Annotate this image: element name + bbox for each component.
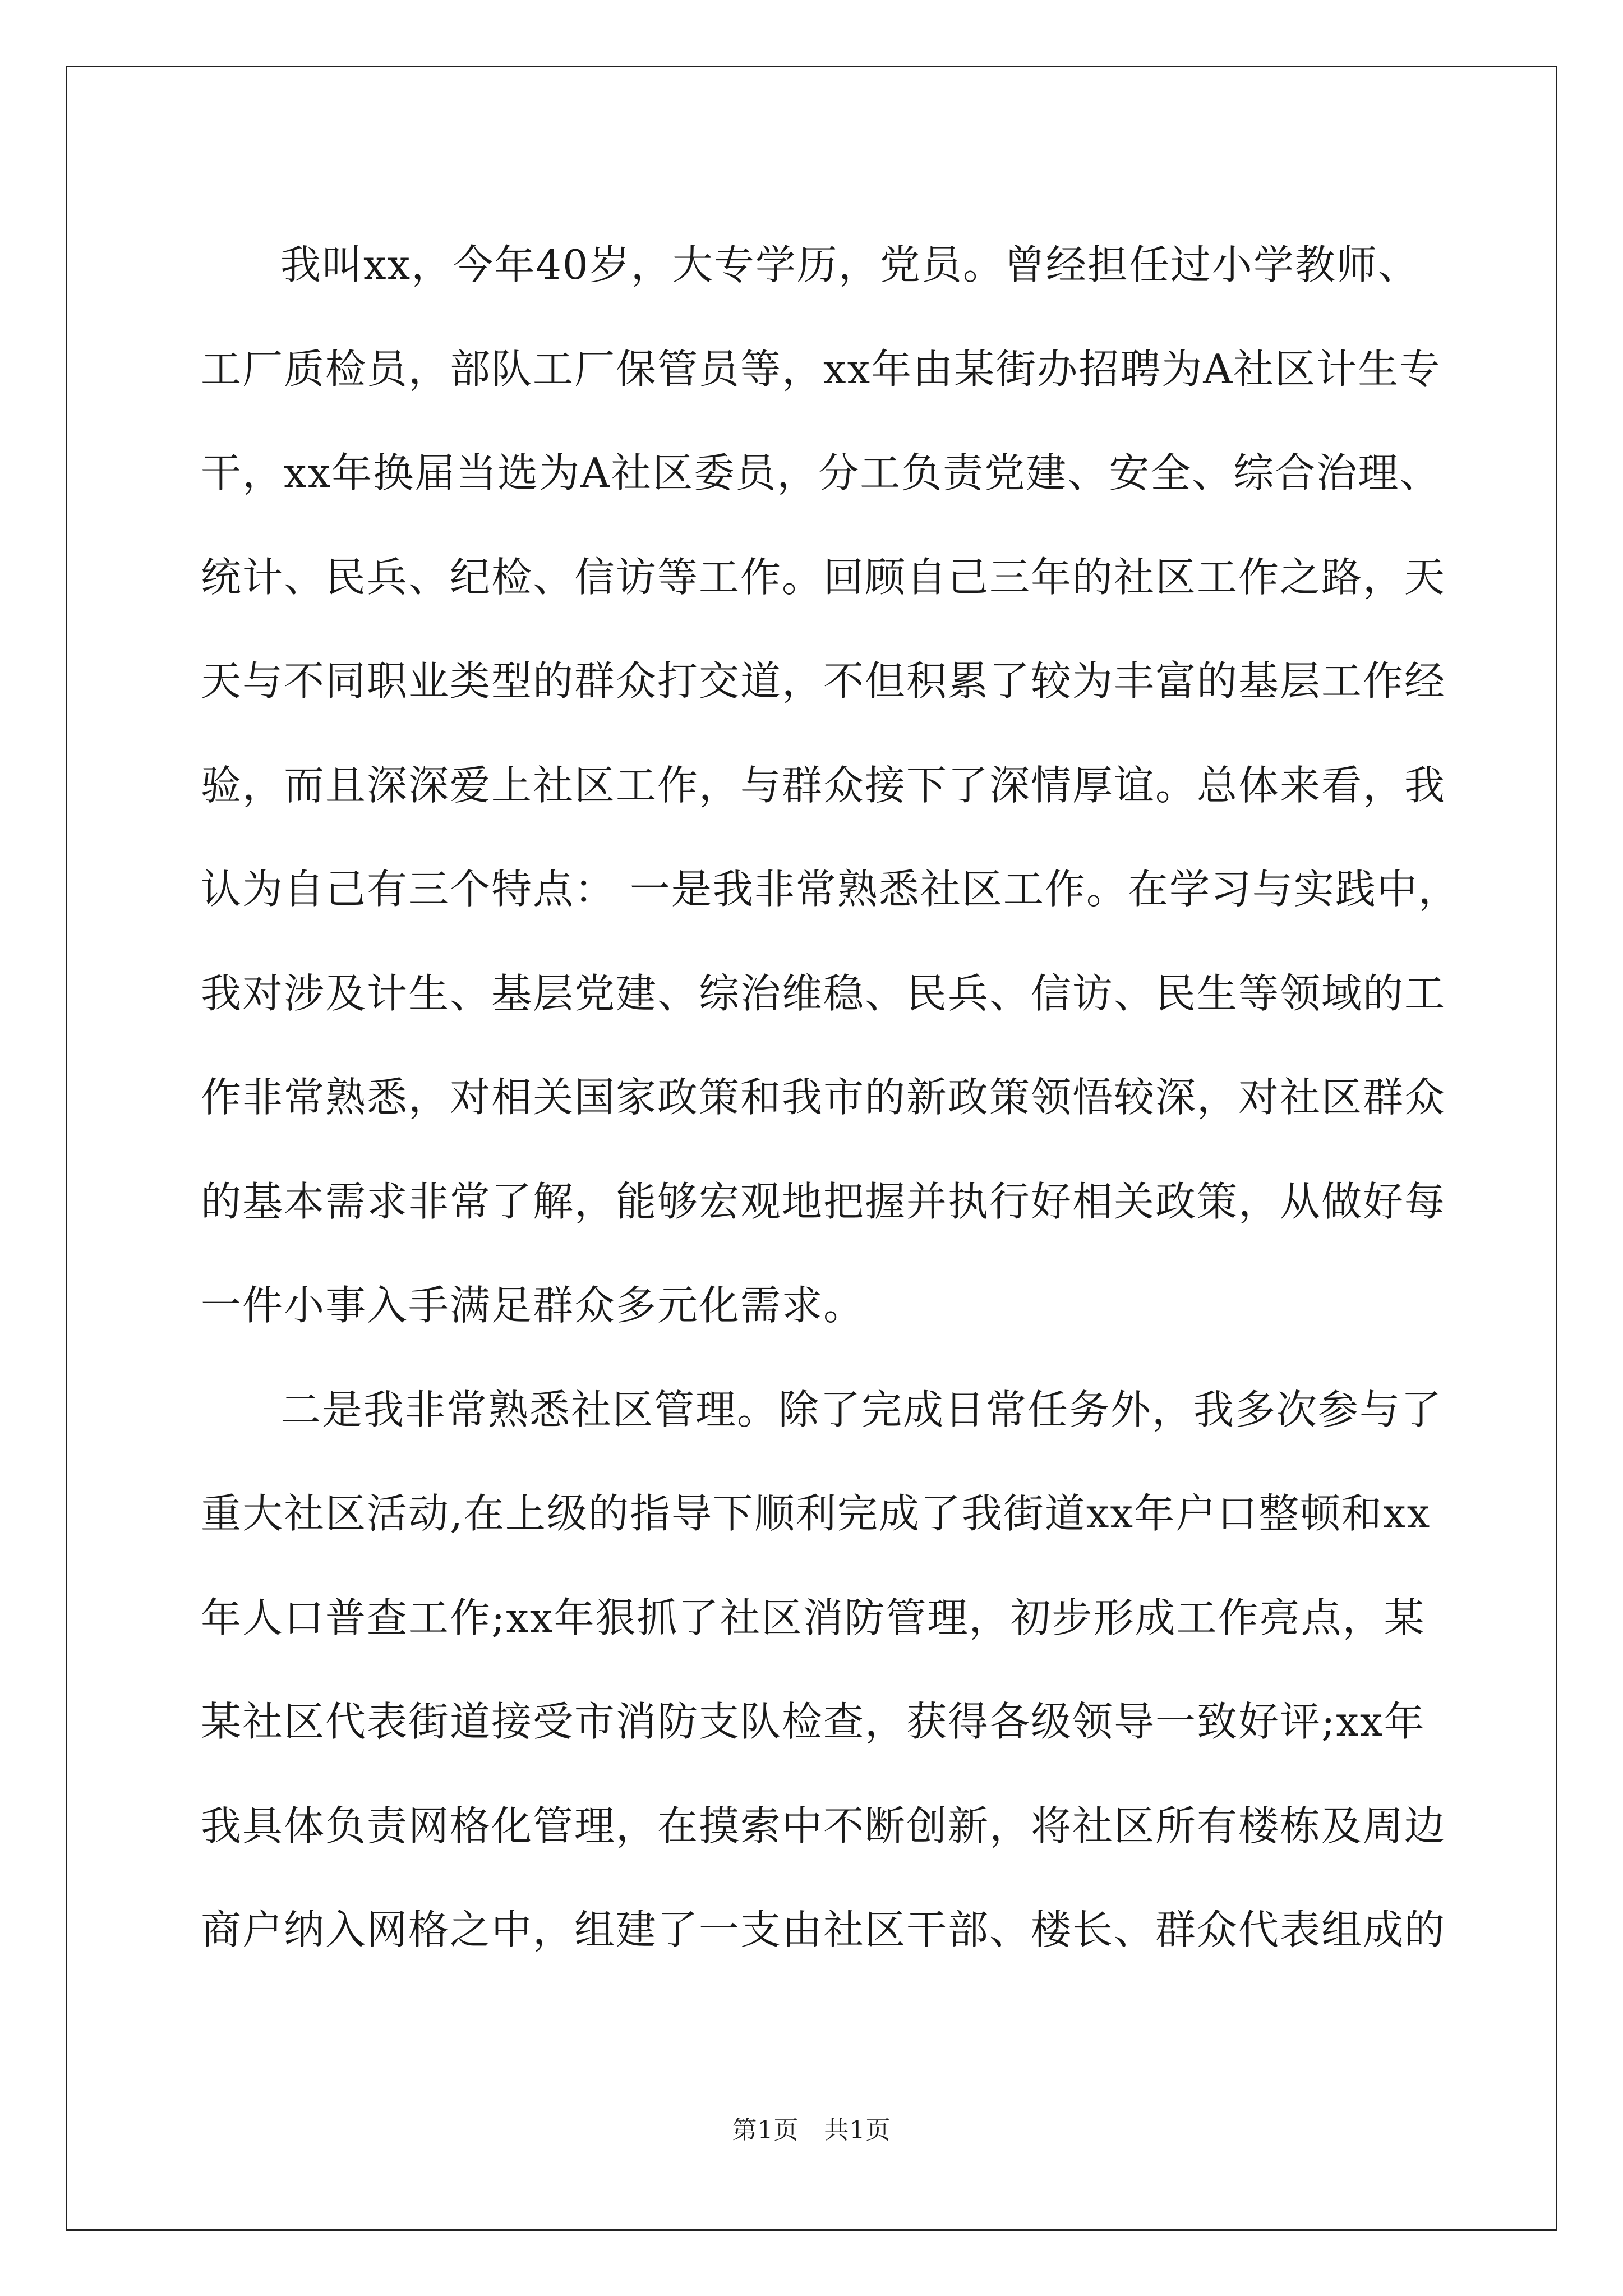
- paragraph-line: 天与不同职业类型的群众打交道，不但积累了较为丰富的基层工作经: [201, 657, 1446, 705]
- paragraph-line: 的基本需求非常了解，能够宏观地把握并执行好相关政策，从做好每: [201, 1177, 1446, 1225]
- paragraph-line: 验，而且深深爱上社区工作，与群众接下了深情厚谊。总体来看，我: [201, 761, 1446, 809]
- paragraph-line: 我叫xx，今年40岁，大专学历，党员。曾经担任过小学教师、: [280, 241, 1419, 288]
- paragraph-line: 一件小事入手满足群众多元化需求。: [201, 1282, 865, 1329]
- page-number-footer: 第1页 共1页: [732, 2116, 891, 2145]
- paragraph-line: 工厂质检员，部队工厂保管员等，xx年由某街办招聘为A社区计生专: [201, 345, 1441, 393]
- paragraph-line: 作非常熟悉，对相关国家政策和我市的新政策领悟较深，对社区群众: [201, 1074, 1446, 1121]
- paragraph-line: 干，xx年换届当选为A社区委员，分工负责党建、安全、综合治理、: [201, 449, 1441, 496]
- paragraph-line: 某社区代表街道接受市消防支队检查，获得各级领导一致好评;xx年: [201, 1698, 1426, 1745]
- paragraph-line: 统计、民兵、纪检、信访等工作。回顾自己三年的社区工作之路，天: [201, 553, 1446, 601]
- document-body: [201, 213, 1485, 1982]
- paragraph-line: 我具体负责网格化管理，在摸索中不断创新，将社区所有楼栋及周边: [201, 1802, 1446, 1849]
- paragraph-line: 商户纳入网格之中，组建了一支由社区干部、楼长、群众代表组成的: [201, 1906, 1446, 1953]
- paragraph-line: 我对涉及计生、基层党建、综治维稳、民兵、信访、民生等领域的工: [201, 969, 1446, 1017]
- paragraph-line: 年人口普查工作;xx年狠抓了社区消防管理，初步形成工作亮点，某: [201, 1594, 1426, 1641]
- paragraph-line: 认为自己有三个特点： 一是我非常熟悉社区工作。在学习与实践中，: [201, 866, 1460, 913]
- paragraph-line: 重大社区活动,在上级的指导下顺利完成了我街道xx年户口整顿和xx: [201, 1490, 1431, 1537]
- paragraph-line: 二是我非常熟悉社区管理。除了完成日常任务外，我多次参与了: [280, 1386, 1443, 1433]
